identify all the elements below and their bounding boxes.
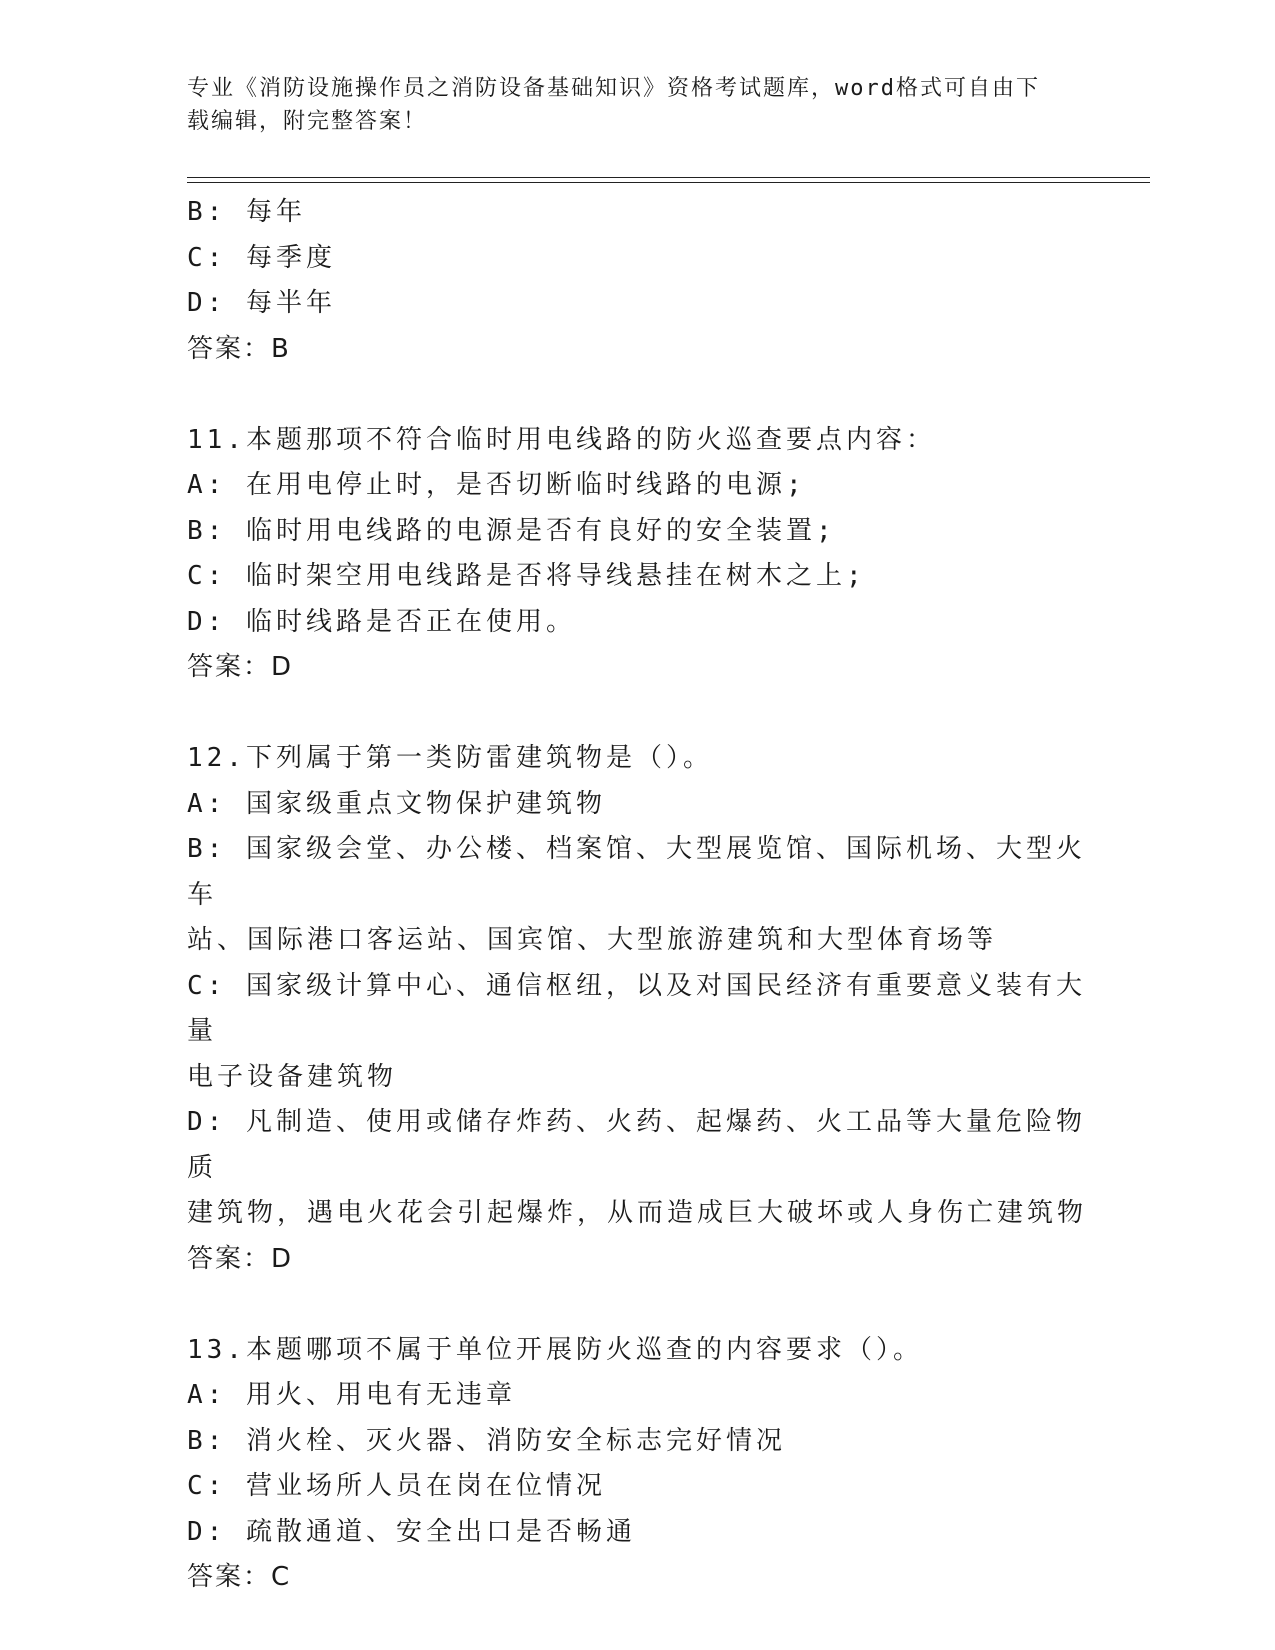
spacer bbox=[187, 1282, 1087, 1328]
question-stem: 11.本题那项不符合临时用电线路的防火巡查要点内容： bbox=[187, 424, 936, 455]
question-13 bbox=[187, 1328, 1087, 1601]
option-b: B: 消火栓、灭火器、消防安全标志完好情况 bbox=[187, 1425, 786, 1456]
question-11 bbox=[187, 418, 1087, 691]
option-b: B: 国家级会堂、办公楼、档案馆、大型展览馆、国际机场、大型火车 bbox=[187, 834, 1086, 910]
option-c: C: 每季度 bbox=[187, 242, 336, 273]
question-stem: 12.下列属于第一类防雷建筑物是（）。 bbox=[187, 743, 713, 773]
option-c: C: 国家级计算中心、通信枢纽，以及对国民经济有重要意义装有大量 bbox=[187, 970, 1086, 1046]
spacer bbox=[187, 691, 1087, 737]
header-line-2: 载编辑，附完整答案！ bbox=[187, 109, 428, 134]
option-d: D: 每半年 bbox=[187, 288, 336, 318]
option-b: B: 每年 bbox=[187, 197, 306, 227]
option-c-continued: 电子设备建筑物 bbox=[187, 1061, 398, 1092]
option-c: C: 营业场所人员在岗在位情况 bbox=[187, 1471, 606, 1501]
question-stem: 13.本题哪项不属于单位开展防火巡查的内容要求（）。 bbox=[187, 1334, 923, 1365]
answer-line: 答案：C bbox=[187, 1562, 292, 1592]
header-divider-top bbox=[187, 177, 1150, 178]
option-a: A: 用火、用电有无违章 bbox=[187, 1380, 516, 1410]
header-line-1: 专业《消防设施操作员之消防设备基础知识》资格考试题库，word格式可自由下 bbox=[187, 76, 1040, 101]
question-list bbox=[187, 190, 1087, 1601]
header-divider-bottom bbox=[187, 182, 1150, 183]
carry-over-question bbox=[187, 190, 1087, 372]
answer-line: 答案：D bbox=[187, 1243, 294, 1274]
spacer bbox=[187, 372, 1087, 418]
option-d: D: 临时线路是否正在使用。 bbox=[187, 606, 576, 637]
option-c: C: 临时架空用电线路是否将导线悬挂在树木之上; bbox=[187, 561, 866, 591]
option-d: D: 凡制造、使用或储存炸药、火药、起爆药、火工品等大量危险物质 bbox=[187, 1107, 1086, 1183]
document-header bbox=[187, 72, 1087, 138]
option-a: A: 国家级重点文物保护建筑物 bbox=[187, 788, 606, 819]
answer-line: 答案：D bbox=[187, 652, 294, 682]
option-a: A: 在用电停止时，是否切断临时线路的电源; bbox=[187, 470, 806, 500]
question-12 bbox=[187, 736, 1087, 1282]
option-b-continued: 站、国际港口客运站、国宾馆、大型旅游建筑和大型体育场等 bbox=[187, 925, 998, 955]
option-d-continued: 建筑物，遇电火花会引起爆炸，从而造成巨大破坏或人身伤亡建筑物 bbox=[187, 1198, 1088, 1228]
option-b: B: 临时用电线路的电源是否有良好的安全装置; bbox=[187, 515, 836, 546]
answer-line: 答案：B bbox=[187, 333, 291, 364]
option-d: D: 疏散通道、安全出口是否畅通 bbox=[187, 1516, 636, 1547]
